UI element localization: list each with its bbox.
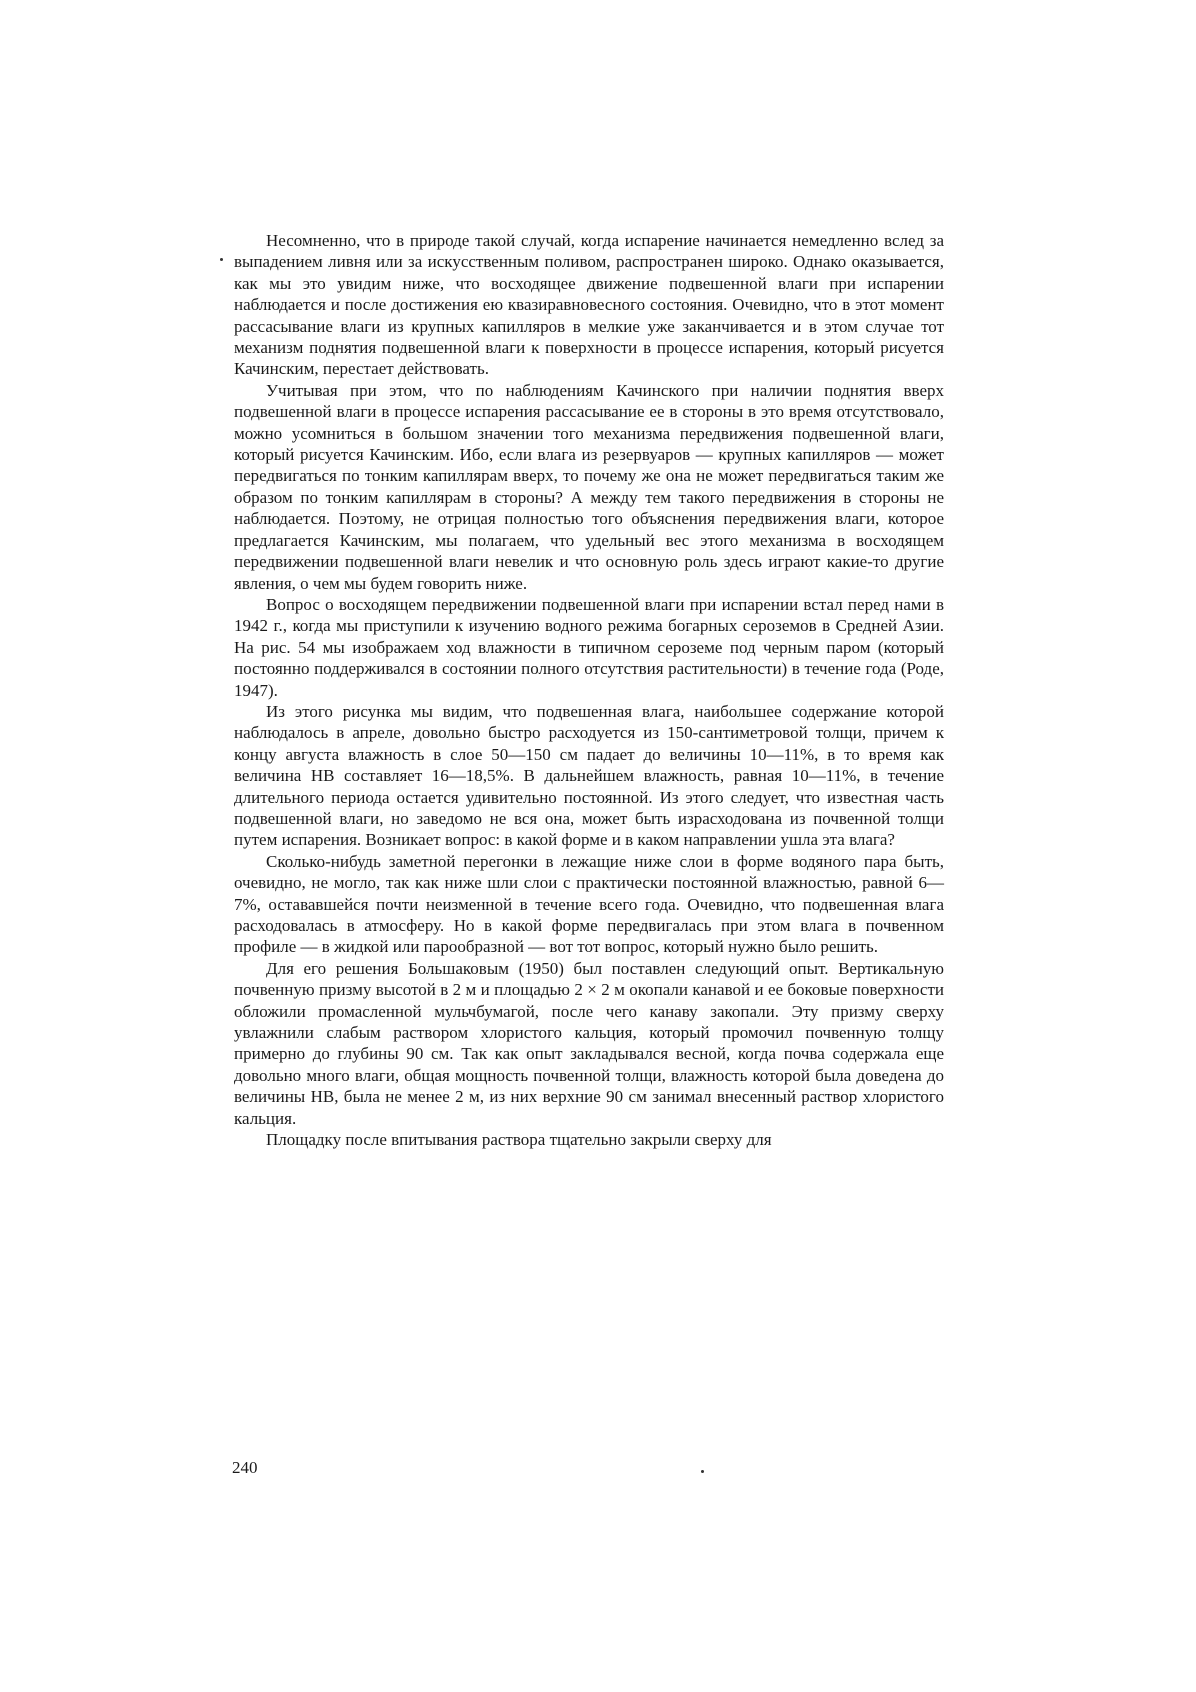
paragraph: Несомненно, что в природе такой случай, когда испарение начинается немедленно вслед за выпадением ливня или за искусственным поливом, распространен широко. Однако оказывается, как мы это увидим ниже, что восходящее движение подвешенной влаги при испарении наблюдается и после достижения ею квазиравновесного состояния. Очевидно, что в этот момент рассасывание влаги из крупных капилляров в мелкие уже заканчивается и в этом случае тот механизм поднятия подвешенной влаги к поверхности в процессе испарения, который рисуется Качинским, перестает действовать. [234,231,944,379]
paragraph: Из этого рисунка мы видим, что подвешенная влага, наибольшее содержание которой наблюдалось в апреле, довольно быстро расходуется из 150-сантиметровой толщи, причем к концу августа влажность в слое 50—150 см падает до величины 10—11%, в то время как величина НВ составляет 16—18,5%. В дальнейшем влажность, равная 10—11%, в течение длительного периода остается удивительно постоянной. Из этого следует, что известная часть подвешенной влаги, но заведомо не вся она, может быть израсходована из почвенной толщи путем испарения. Возникает вопрос: в какой форме и в каком направлении ушла эта влага? [234,701,944,850]
paragraph: Учитывая при этом, что по наблюдениям Качинского при наличии поднятия вверх подвешенной влаги в процессе испарения рассасывание ее в стороны в это время отсутствовало, можно усомниться в большом значении того механизма передвижения подвешенной влаги, который рисуется Качинским. Ибо, если влага из резервуаров — крупных капилляров — может передвигаться по тонким капиллярам вверх, то почему же она не может передвигаться таким же образом по тонким капиллярам в стороны? А между тем такого передвижения в стороны не наблюдается. Поэтому, не отрицая полностью того объяснения передвижения влаги, которое предлагается Качинским, мы полагаем, что удельный вес этого механизма в восходящем передвижении подвешенной влаги невелик и что основную роль здесь играют какие-то другие явления, о чем мы будем говорить ниже. [234,380,944,593]
page-number: 240 [232,1458,258,1477]
body-text [234,230,944,1150]
scan-speck [701,1470,704,1473]
paragraph: Сколько-нибудь заметной перегонки в лежащие ниже слои в форме водяного пара быть, очевидно, не могло, так как ниже шли слои с практически постоянной влажностью, равной 6—7%, остававшейся почти неизменной в течение всего года. Очевидно, что подвешенная влага расходовалась в атмосферу. Но в какой форме передвигалась при этом влага в почвенном профиле — в жидкой или парообразной — вот тот вопрос, который нужно было решить. [234,851,944,957]
paragraph: Вопрос о восходящем передвижении подвешенной влаги при испарении встал перед нами в 1942 г., когда мы приступили к изучению водного режима богарных сероземов в Средней Азии. На рис. 54 мы изображаем ход влажности в типичном сероземе под черным паром (который постоянно поддерживался в состоянии полного отсутствия растительности) в течение года (Роде, 1947). [234,594,944,700]
scan-speck [220,258,223,261]
paragraph: Площадку после впитывания раствора тщательно закрыли сверху для [266,1130,772,1150]
paragraph: Для его решения Большаковым (1950) был поставлен следующий опыт. Вертикальную почвенную призму высотой в 2 м и площадью 2 × 2 м окопали канавой и ее боковые поверхности обложили промасленной мульчбумагой, после чего канаву закопали. Эту призму сверху увлажнили слабым раствором хлористого кальция, который промочил почвенную толщу примерно до глубины 90 см. Так как опыт закладывался весной, когда почва содержала еще довольно много влаги, общая мощность почвенной толщи, влажность которой была доведена до величины НВ, была не менее 2 м, из них верхние 90 см занимал внесенный раствор хлористого кальция. [234,958,944,1128]
